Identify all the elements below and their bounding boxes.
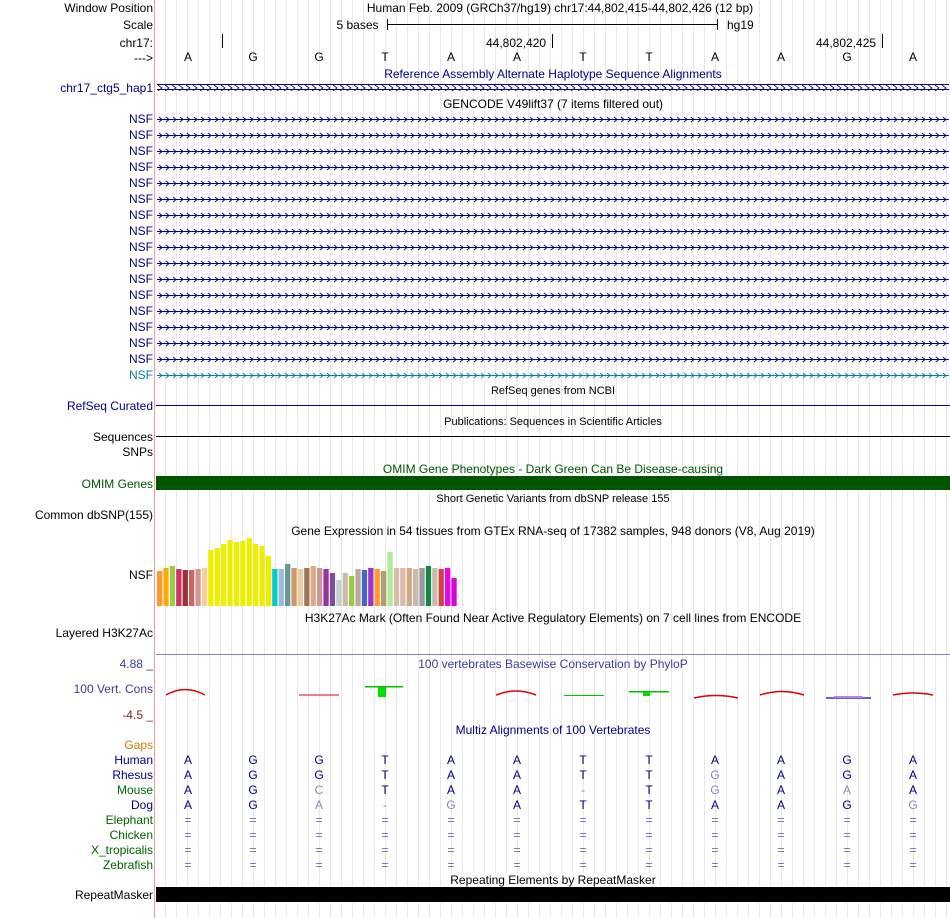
multiz-base: G	[248, 768, 258, 782]
publications-line[interactable]	[156, 436, 950, 437]
multiz-base: T	[381, 783, 389, 797]
multiz-base: A	[512, 783, 521, 797]
multiz-base: A	[183, 798, 192, 812]
h3k27ac-title[interactable]: H3K27Ac Mark (Often Found Near Active Regulatory Elements) on 7 cell lines from ENCODE	[304, 611, 802, 625]
transcript-strand-arrows	[157, 372, 949, 379]
multiz-base: G	[248, 798, 258, 812]
multiz-base: =	[711, 843, 719, 857]
gtex-tissue-bar[interactable]	[163, 568, 168, 606]
multiz-base: T	[381, 768, 389, 782]
gencode-transcript-feature[interactable]	[157, 132, 949, 138]
transcript-strand-arrows	[157, 148, 949, 155]
gencode-transcript-label[interactable]: NSF	[129, 352, 153, 366]
multiz-base: =	[711, 828, 719, 842]
multiz-base: =	[381, 813, 389, 827]
reference-base: T	[381, 50, 389, 64]
ruler-tick	[552, 34, 553, 48]
gencode-transcript-feature[interactable]	[157, 340, 949, 346]
multiz-species-label[interactable]: Chicken	[109, 828, 153, 842]
gtex-tissue-bar[interactable]	[407, 568, 412, 606]
gtex-tissue-bar[interactable]	[336, 580, 341, 606]
gtex-tissue-bar[interactable]	[266, 556, 271, 606]
gencode-transcript-label[interactable]: NSF	[129, 336, 153, 350]
multiz-base: =	[777, 843, 785, 857]
multiz-base: =	[315, 828, 323, 842]
gencode-transcript-feature[interactable]	[157, 180, 949, 186]
multiz-base: =	[711, 813, 719, 827]
gtex-tissue-bar[interactable]	[285, 564, 290, 606]
gtex-tissue-bar[interactable]	[176, 569, 181, 606]
multiz-species-label[interactable]: Mouse	[116, 783, 153, 797]
publications-label[interactable]: Sequences	[92, 430, 153, 444]
gencode-transcript-feature[interactable]	[157, 164, 949, 170]
gencode-transcript-label[interactable]: NSF	[129, 176, 153, 190]
multiz-base: A	[710, 798, 719, 812]
multiz-base: G	[842, 768, 852, 782]
multiz-base: =	[909, 843, 917, 857]
gtex-label[interactable]: NSF	[129, 568, 153, 582]
multiz-base: -	[581, 783, 585, 797]
gtex-tissue-bar[interactable]	[400, 568, 405, 606]
gtex-tissue-bar[interactable]	[291, 568, 296, 606]
multiz-base: =	[381, 858, 389, 872]
strand-label: --->	[134, 51, 153, 65]
gencode-transcript-feature[interactable]	[157, 148, 949, 154]
multiz-base: =	[381, 843, 389, 857]
gtex-tissue-bar[interactable]	[202, 568, 207, 606]
multiz-base: =	[315, 858, 323, 872]
gencode-transcript-label[interactable]: NSF	[129, 368, 153, 382]
gencode-transcript-label[interactable]: NSF	[129, 240, 153, 254]
transcript-strand-arrows	[157, 132, 949, 139]
transcript-strand-arrows	[157, 276, 949, 283]
refseq-label[interactable]: RefSeq Curated	[66, 399, 153, 413]
gtex-tissue-bar[interactable]	[394, 568, 399, 606]
gencode-transcript-feature[interactable]	[157, 244, 949, 250]
gencode-transcript-label[interactable]: NSF	[129, 144, 153, 158]
repeatmasker-title-text: Repeating Elements by RepeatMasker	[450, 873, 656, 887]
multiz-species-label[interactable]: Dog	[130, 798, 153, 812]
omim-feature-bar[interactable]	[156, 476, 950, 490]
multiz-base: A	[446, 768, 455, 782]
multiz-base: A	[908, 768, 917, 782]
multiz-base: =	[777, 858, 785, 872]
multiz-base: A	[842, 783, 851, 797]
multiz-base: =	[184, 828, 192, 842]
multiz-base: =	[645, 843, 653, 857]
multiz-base: A	[908, 783, 917, 797]
repeatmasker-label[interactable]: RepeatMasker	[74, 888, 153, 902]
gtex-tissue-bar[interactable]	[445, 568, 450, 606]
multiz-base: =	[513, 858, 521, 872]
gtex-title[interactable]: Gene Expression in 54 tissues from GTEx RNA-seq of 17382 samples, 948 donors (V8, Aug 2019)	[291, 524, 815, 538]
multiz-base: A	[776, 798, 785, 812]
gencode-transcript-label[interactable]: NSF	[129, 272, 153, 286]
multiz-base: =	[447, 813, 455, 827]
multiz-base: =	[909, 813, 917, 827]
multiz-species-label[interactable]: Zebrafish	[102, 858, 153, 872]
gtex-tissue-bar[interactable]	[426, 566, 431, 606]
scale-bar	[387, 24, 718, 25]
scale-bar-right-tick	[717, 19, 718, 30]
refseq-title[interactable]: RefSeq genes from NCBI	[490, 385, 616, 397]
multiz-base: =	[777, 813, 785, 827]
gtex-tissue-bar[interactable]	[317, 568, 322, 606]
multiz-base: -	[383, 798, 387, 812]
phylop-title[interactable]: 100 vertebrates Basewise Conservation by PhyloP	[418, 657, 688, 671]
multiz-base: =	[645, 828, 653, 842]
gencode-transcript-label[interactable]: NSF	[129, 128, 153, 142]
ruler-position-1: 44,802,420	[486, 36, 547, 50]
gencode-transcript-label[interactable]: NSF	[129, 112, 153, 126]
refseq-gene-line[interactable]	[156, 405, 950, 406]
gtex-tissue-bar[interactable]	[355, 569, 360, 606]
multiz-base: =	[447, 828, 455, 842]
gencode-transcript-feature[interactable]	[157, 116, 949, 122]
multiz-base: A	[710, 753, 719, 767]
multiz-base: T	[579, 798, 587, 812]
transcript-strand-arrows	[157, 292, 949, 299]
multiz-base: C	[314, 783, 324, 797]
gtex-tissue-bar[interactable]	[253, 544, 258, 606]
gencode-transcript-feature[interactable]	[157, 212, 949, 218]
gtex-tissue-bar[interactable]	[343, 573, 348, 606]
multiz-base: =	[249, 828, 257, 842]
multiz-base: =	[579, 858, 587, 872]
gtex-tissue-bar[interactable]	[221, 544, 226, 606]
scale-label: Scale	[122, 18, 153, 32]
gtex-tissue-bar[interactable]	[375, 569, 380, 606]
position-title: Human Feb. 2009 (GRCh37/hg19) chr17:44,802,415-44,802,426 (12 bp)	[366, 1, 754, 15]
multiz-base: =	[381, 828, 389, 842]
gtex-tissue-bar[interactable]	[170, 566, 175, 606]
transcript-strand-arrows	[157, 356, 949, 363]
multiz-base: =	[184, 843, 192, 857]
gtex-tissue-bar[interactable]	[183, 570, 188, 606]
gtex-tissue-bar[interactable]	[387, 552, 392, 606]
multiz-base: =	[843, 813, 851, 827]
multiz-base: =	[843, 858, 851, 872]
publications-title[interactable]: Publications: Sequences in Scientific Articles	[444, 416, 662, 428]
multiz-base: T	[645, 753, 653, 767]
gtex-tissue-bar[interactable]	[419, 568, 424, 606]
gencode-transcript-feature[interactable]	[157, 372, 949, 378]
gtex-tissue-bar[interactable]	[227, 540, 232, 606]
multiz-base: A	[183, 753, 192, 767]
gtex-tissue-bar[interactable]	[189, 570, 194, 606]
scale-text: 5 bases	[336, 18, 379, 32]
scale-bar-left-tick	[387, 19, 388, 30]
gencode-transcript-label[interactable]: NSF	[129, 192, 153, 206]
gencode-transcript-feature[interactable]	[157, 356, 949, 362]
dbsnp-label[interactable]: Common dbSNP(155)	[34, 508, 153, 522]
gtex-tissue-bar[interactable]	[323, 569, 328, 606]
multiz-base: =	[513, 813, 521, 827]
multiz-base: A	[776, 753, 785, 767]
reference-base: G	[314, 50, 324, 64]
transcript-strand-arrows	[157, 324, 949, 331]
transcript-strand-arrows	[157, 180, 949, 187]
multiz-base: =	[315, 843, 323, 857]
omim-title[interactable]: OMIM Gene Phenotypes - Dark Green Can Be Disease-causing	[382, 462, 724, 476]
phylop-min-label: -4.5 _	[122, 708, 153, 722]
multiz-species-label[interactable]: Rhesus	[112, 768, 153, 782]
multiz-base: A	[776, 783, 785, 797]
reference-base: G	[842, 50, 852, 64]
transcript-strand-arrows	[157, 260, 949, 267]
gtex-tissue-bar[interactable]	[368, 568, 373, 606]
gtex-tissue-bar[interactable]	[381, 571, 386, 606]
gtex-tissue-bar[interactable]	[240, 541, 245, 606]
reference-base: A	[446, 50, 455, 64]
transcript-strand-arrows	[157, 244, 949, 251]
transcript-strand-arrows	[157, 164, 949, 171]
reference-base: A	[776, 50, 785, 64]
multiz-base: A	[908, 753, 917, 767]
transcript-strand-arrows	[157, 212, 949, 219]
multiz-base: G	[248, 783, 258, 797]
multiz-base: T	[579, 753, 587, 767]
gencode-transcript-label[interactable]: NSF	[129, 288, 153, 302]
multiz-base: G	[842, 798, 852, 812]
gtex-tissue-bar[interactable]	[304, 568, 309, 606]
omim-label[interactable]: OMIM Genes	[81, 477, 153, 491]
chrom-label: chr17:	[119, 36, 153, 50]
label-column-separator	[154, 0, 155, 918]
window-position-label: Window Position	[64, 1, 153, 15]
alt-haplotype-label[interactable]: chr17_ctg5_hap1	[60, 81, 153, 95]
repeatmasker-feature-bar[interactable]	[156, 887, 950, 902]
gencode-transcript-feature[interactable]	[157, 276, 949, 282]
reference-base: G	[248, 50, 258, 64]
multiz-base: T	[381, 753, 389, 767]
ruler-tick	[222, 34, 223, 48]
multiz-base: A	[512, 753, 521, 767]
transcript-strand-arrows	[157, 308, 949, 315]
ruler-tick	[882, 34, 883, 48]
reference-base: A	[710, 50, 719, 64]
multiz-base: A	[183, 768, 192, 782]
gtex-tissue-bar[interactable]	[330, 573, 335, 606]
multiz-base: T	[645, 768, 653, 782]
phylop-wiggle	[156, 676, 950, 706]
gencode-transcript-label[interactable]: NSF	[129, 320, 153, 334]
gencode-transcript-label[interactable]: NSF	[129, 256, 153, 270]
multiz-base: =	[909, 828, 917, 842]
multiz-base: A	[446, 753, 455, 767]
gtex-tissue-bar[interactable]	[362, 570, 367, 606]
gtex-tissue-bar[interactable]	[298, 569, 303, 606]
gencode-transcript-label[interactable]: NSF	[129, 224, 153, 238]
multiz-base: =	[645, 858, 653, 872]
reference-base: A	[908, 50, 917, 64]
gencode-transcript-label[interactable]: NSF	[129, 208, 153, 222]
multiz-base: =	[579, 843, 587, 857]
dbsnp-title[interactable]: Short Genetic Variants from dbSNP release 155	[436, 493, 670, 505]
publications-snps-label[interactable]: SNPs	[122, 445, 153, 459]
gtex-tissue-bar[interactable]	[279, 569, 284, 606]
multiz-base: T	[579, 768, 587, 782]
multiz-base: A	[512, 798, 521, 812]
multiz-base: =	[645, 813, 653, 827]
alt-haplotype-strand-arrows	[157, 85, 949, 91]
reference-base: T	[579, 50, 587, 64]
multiz-base: G	[710, 768, 720, 782]
gtex-tissue-bar[interactable]	[195, 569, 200, 606]
gencode-transcript-label[interactable]: NSF	[129, 304, 153, 318]
gencode-title[interactable]: GENCODE V49lift37 (7 items filtered out)	[442, 97, 664, 111]
gtex-tissue-bar[interactable]	[208, 550, 213, 606]
gtex-tissue-bar[interactable]	[234, 542, 239, 606]
multiz-base: A	[183, 783, 192, 797]
gtex-tissue-bar[interactable]	[215, 548, 220, 606]
multiz-base: =	[843, 828, 851, 842]
gencode-transcript-feature[interactable]	[157, 196, 949, 202]
multiz-base: T	[645, 783, 653, 797]
multiz-base: =	[909, 858, 917, 872]
ruler-position-2: 44,802,425	[816, 36, 877, 50]
multiz-base: G	[842, 753, 852, 767]
gtex-tissue-bar[interactable]	[413, 569, 418, 606]
multiz-base: G	[314, 753, 324, 767]
alt-haplotype-title[interactable]: Reference Assembly Alternate Haplotype Sequence Alignments	[384, 67, 722, 81]
multiz-base: =	[249, 858, 257, 872]
multiz-base: =	[843, 843, 851, 857]
reference-base: A	[183, 50, 192, 64]
gtex-tissue-bar[interactable]	[272, 569, 277, 606]
multiz-base: =	[777, 828, 785, 842]
gencode-transcript-feature[interactable]	[157, 260, 949, 266]
multiz-base: A	[776, 768, 785, 782]
gtex-bar-chart[interactable]	[156, 536, 536, 606]
phylop-plot[interactable]	[156, 676, 950, 706]
transcript-strand-arrows	[157, 228, 949, 235]
multiz-base: =	[711, 858, 719, 872]
gtex-bars	[156, 536, 536, 606]
gtex-tissue-bar[interactable]	[157, 571, 162, 606]
gtex-tissue-bar[interactable]	[432, 568, 437, 606]
gtex-tissue-bar[interactable]	[439, 569, 444, 606]
multiz-base: =	[315, 813, 323, 827]
transcript-strand-arrows	[157, 196, 949, 203]
multiz-species-label[interactable]: Human	[114, 753, 153, 767]
transcript-strand-arrows	[157, 116, 949, 123]
gtex-tissue-bar[interactable]	[451, 578, 456, 606]
multiz-species-label[interactable]: X_tropicalis	[90, 843, 153, 857]
multiz-base: G	[314, 768, 324, 782]
gencode-transcript-feature[interactable]	[157, 292, 949, 298]
multiz-base: =	[249, 813, 257, 827]
multiz-base: =	[184, 813, 192, 827]
multiz-base: =	[513, 843, 521, 857]
gtex-tissue-bar[interactable]	[349, 576, 354, 606]
repeatmasker-title[interactable]	[156, 873, 950, 887]
gencode-transcript-label[interactable]: NSF	[129, 160, 153, 174]
multiz-base: T	[645, 798, 653, 812]
gencode-transcript-feature[interactable]	[157, 324, 949, 330]
multiz-base: =	[513, 828, 521, 842]
multiz-base: =	[447, 843, 455, 857]
multiz-base: A	[446, 783, 455, 797]
reference-base: A	[512, 50, 521, 64]
multiz-base: =	[447, 858, 455, 872]
gencode-transcript-feature[interactable]	[157, 308, 949, 314]
transcript-strand-arrows	[157, 340, 949, 347]
gtex-tissue-bar[interactable]	[259, 546, 264, 606]
multiz-species-label[interactable]: Elephant	[105, 813, 153, 827]
multiz-base: G	[908, 798, 918, 812]
multiz-gaps-label[interactable]: Gaps	[124, 738, 153, 752]
gencode-transcript-feature[interactable]	[157, 228, 949, 234]
phylop-top-line	[156, 654, 950, 655]
multiz-base: G	[446, 798, 456, 812]
multiz-base: =	[579, 828, 587, 842]
multiz-base: G	[710, 783, 720, 797]
gtex-tissue-bar[interactable]	[311, 566, 316, 606]
multiz-base: G	[248, 753, 258, 767]
multiz-base: =	[249, 843, 257, 857]
gtex-tissue-bar[interactable]	[247, 538, 252, 606]
multiz-base: A	[512, 768, 521, 782]
multiz-base: A	[314, 798, 323, 812]
assembly-label: hg19	[727, 18, 754, 32]
multiz-base: =	[184, 858, 192, 872]
multiz-base: =	[579, 813, 587, 827]
phylop-max-label: 4.88 _	[119, 657, 153, 671]
h3k27ac-label[interactable]: Layered H3K27Ac	[55, 626, 153, 640]
alt-haplotype-feature[interactable]	[157, 84, 949, 90]
multiz-title[interactable]: Multiz Alignments of 100 Vertebrates	[455, 723, 651, 737]
reference-base: T	[645, 50, 653, 64]
phylop-label[interactable]: 100 Vert. Cons	[73, 682, 153, 696]
